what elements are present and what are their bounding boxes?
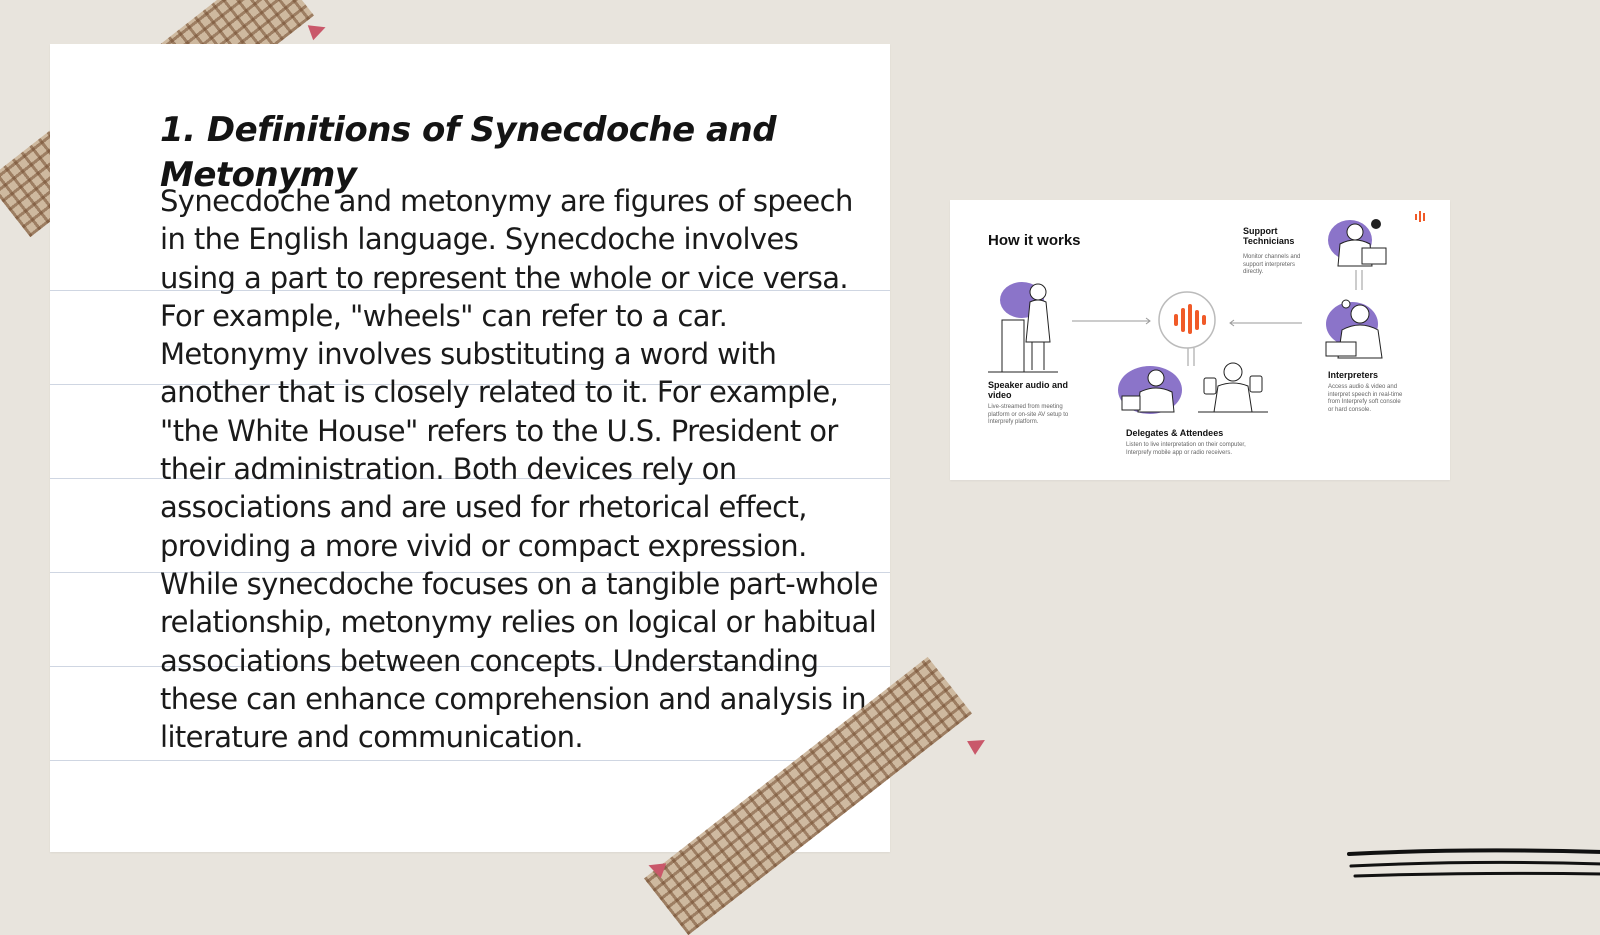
speaker-label: Speaker audio and video (988, 380, 1069, 400)
technician-illustration (1328, 219, 1386, 266)
slide-title: 1. Definitions of Synecdoche and Metonymy (160, 110, 777, 195)
diagram-title: How it works (988, 232, 1081, 249)
slide-body-text: Synecdoche and metonymy are figures of speech in the English language. Synecdoche involves using a part to represent the whole or vice versa. For example, "wheels" can refer to a car. Metonymy involves substituting a word with another that is closely related to it. For example, "the White House" refers to the U.S. President or their administration. Both devices rely on associations and are used for rhetorical effect, providing a more vivid or compact expression. While synecdoche focuses on a tangible part-whole relationship, metonymy relies on logical or habitual associations between concepts. Understanding these can enhance comprehension and analysis in literature and communication. (160, 184, 878, 755)
delegates-desc: Listen to live interpretation on their computer, Interprefy mobile app or radio receivers. (1126, 442, 1246, 456)
interpreters-label: Interpreters (1328, 370, 1379, 380)
speaker-desc: Live-streamed from meeting platform or on-site AV setup to Interprefy platform. (988, 404, 1069, 425)
notebook-paper (50, 44, 890, 852)
speaker-illustration (988, 282, 1058, 372)
interprefy-logo-icon (1159, 292, 1215, 348)
connector-arrows (1072, 270, 1362, 366)
interpreters-desc: Access audio & video and interpret speech in real-time from Interprefy soft console or hard console. (1328, 384, 1403, 413)
interpreter-illustration (1326, 300, 1382, 358)
support-label: Support Technicians (1243, 226, 1295, 246)
delegates-illustration (1118, 363, 1268, 414)
how-it-works-diagram (950, 200, 1450, 480)
pin-accent (308, 20, 329, 41)
support-desc: Monitor channels and support interpreters directly. (1243, 254, 1301, 275)
delegates-label: Delegates & Attendees (1126, 428, 1224, 438)
brand-mark-icon (1415, 211, 1425, 222)
pin-accent (967, 733, 989, 755)
paper-rule (50, 760, 890, 761)
